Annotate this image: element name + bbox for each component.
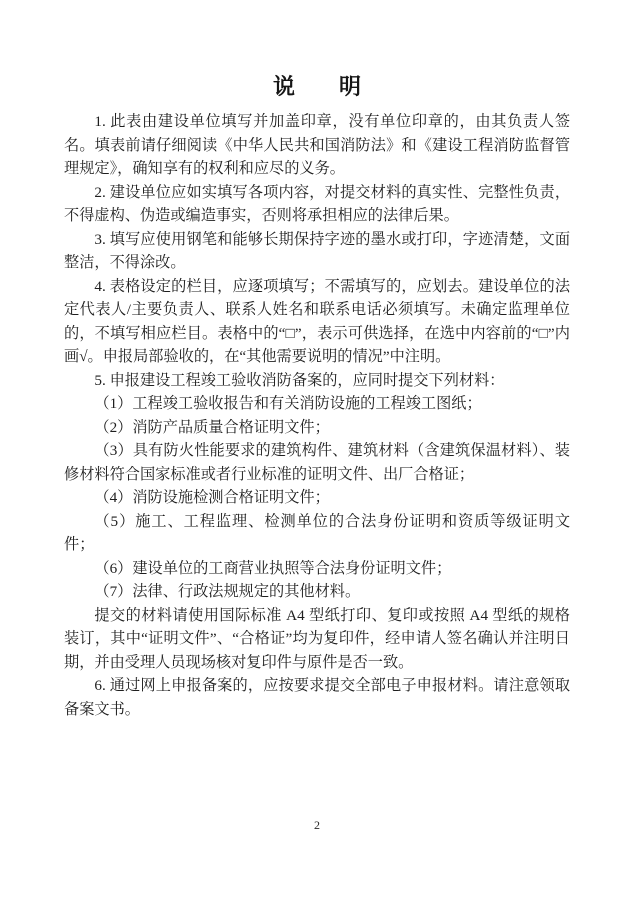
list-item-6: （6）建设单位的工商营业执照等合法身份证明文件； (94, 559, 452, 577)
list-item-5: （5）施工、工程监理、检测单位的合法身份证明和资质等级证明文件； (64, 512, 570, 553)
paragraph-instruction-5: 5. 申报建设工程竣工验收消防备案的，应同时提交下列材料： (94, 371, 505, 389)
page-number: 2 (314, 818, 320, 832)
list-item-4: （4）消防设施检测合格证明文件； (94, 489, 330, 506)
paragraph-instruction-1: 1. 此表由建设单位填写并加盖印章，没有单位印章的，由其负责人签名。填表前请仔细阅读《中华人民共和国消防法》和《建设工程消防监督管理规定》，确知享有的权利和应尽的义务。 (64, 113, 570, 177)
paragraph-instruction-6: 6. 通过网上申报备案的，应按要求提交全部电子申报材料。请注意领取备案文书。 (64, 677, 570, 718)
document-body (64, 110, 570, 721)
paragraph-instruction-3: 3. 填写应使用钢笔和能够长期保持字迹的墨水或打印，字迹清楚，文面整洁，不得涂改。 (64, 230, 570, 271)
list-item-1: （1）工程竣工验收报告和有关消防设施的工程竣工图纸； (94, 395, 482, 412)
paragraph-instruction-4: 4. 表格设定的栏目，应逐项填写；不需填写的，应划去。建设单位的法定代表人/主要负责人、联系人姓名和联系电话必须填写。未确定监理单位的，不填写相应栏目。表格中的“□”，表示可供选择，在选中内容前的“□”内画√。申报局部验收的，在“其他需要说明的情况”中注明。 (64, 277, 570, 365)
page-title: 说 明 (272, 74, 361, 99)
paragraph-instruction-2: 2. 建设单位应如实填写各项内容，对提交材料的真实性、完整性负责，不得虚构、伪造或编造事实，否则将承担相应的法律后果。 (64, 183, 570, 224)
list-item-2: （2）消防产品质量合格证明文件； (94, 418, 330, 436)
list-item-7: （7）法律、行政法规规定的其他材料。 (94, 583, 361, 600)
list-item-3: （3）具有防火性能要求的建筑构件、建筑材料（含建筑保温材料）、装修材料符合国家标准或者行业标准的证明文件、出厂合格证； (64, 442, 570, 483)
paragraph-materials-note: 提交的材料请使用国际标准 A4 型纸打印、复印或按照 A4 型纸的规格装订，其中“证明文件”、“合格证”均为复印件，经申请人签名确认并注明日期，并由受理人员现场核对复印件与原件是否一致。 (64, 606, 570, 671)
